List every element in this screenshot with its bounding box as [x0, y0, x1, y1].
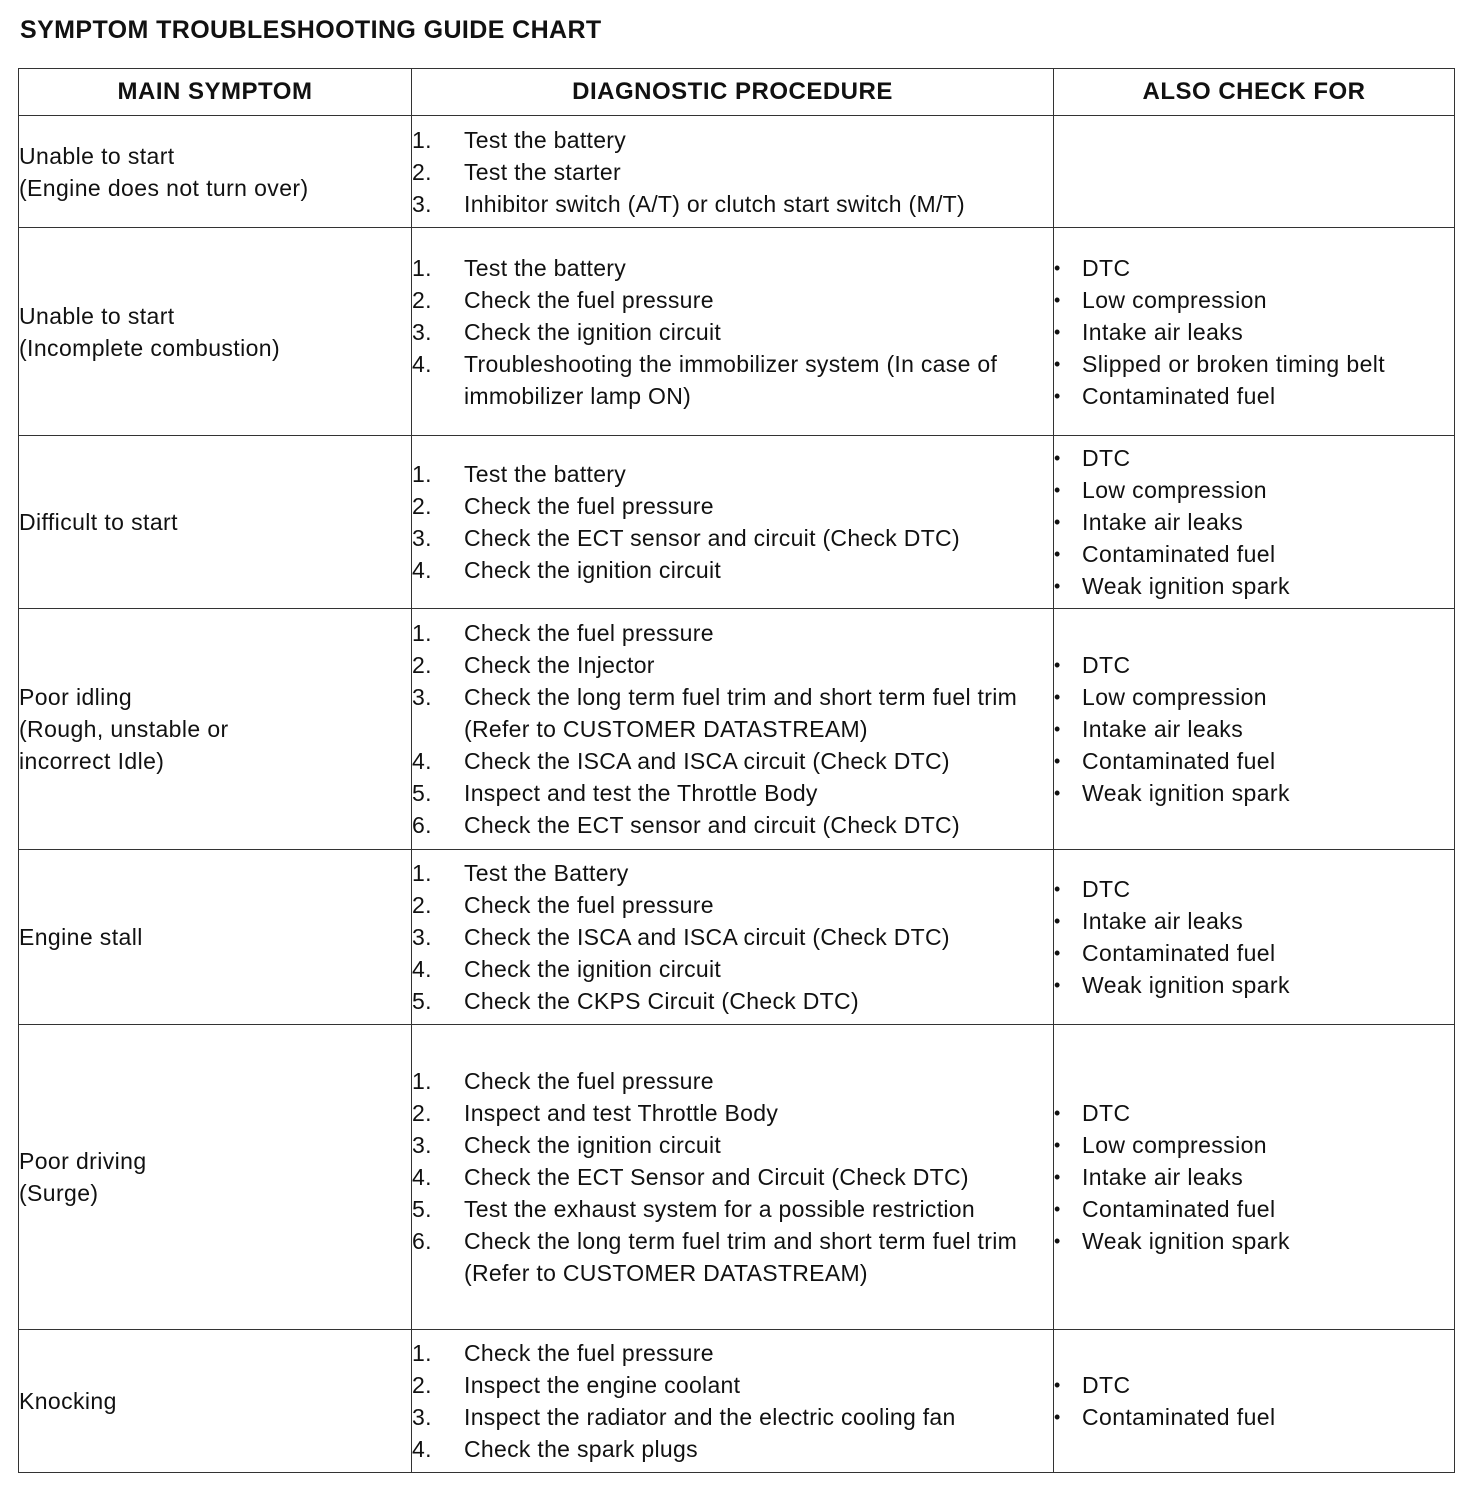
also-check-for-cell	[1054, 850, 1455, 1025]
also-check-for-cell	[1054, 116, 1455, 228]
also-check-text: DTC	[1082, 254, 1131, 281]
step-text: Check the ignition circuit	[464, 557, 722, 583]
procedure-step	[412, 617, 1053, 649]
step-number: 2.	[412, 1100, 432, 1126]
also-check-text: Weak ignition spark	[1082, 573, 1290, 599]
bullet-icon: •	[1054, 353, 1061, 374]
procedure-step	[412, 1433, 1053, 1465]
table-row	[19, 1025, 1455, 1330]
step-number: 2.	[412, 158, 432, 185]
bullet-icon: •	[1054, 480, 1061, 500]
also-check-item	[1054, 681, 1454, 713]
also-check-item	[1054, 1193, 1454, 1225]
bullet-icon: •	[1054, 1135, 1061, 1155]
step-text: Inspect the engine coolant	[464, 1372, 741, 1398]
procedure-step	[412, 458, 1053, 490]
step-text: Check the long term fuel trim and short term fuel trim (Refer to CUSTOMER DATASTREAM)	[464, 684, 1018, 742]
step-number: 4.	[412, 1436, 432, 1462]
procedure-step	[412, 1065, 1053, 1097]
step-text: Check the Injector	[464, 652, 655, 678]
also-check-item	[1054, 745, 1454, 777]
symptom-line: Knocking	[19, 1388, 117, 1414]
also-check-list	[1054, 649, 1454, 809]
step-number: 1.	[412, 860, 432, 886]
symptom-line: (Rough, unstable or	[19, 716, 229, 742]
step-number: 2.	[412, 1372, 432, 1398]
step-number: 3.	[412, 684, 432, 710]
step-text: Test the exhaust system for a possible restriction	[464, 1196, 975, 1222]
also-check-item	[1054, 713, 1454, 745]
step-text: Inspect and test the Throttle Body	[464, 780, 818, 806]
bullet-icon: •	[1054, 879, 1061, 899]
header-main-symptom: MAIN SYMPTOM	[19, 69, 412, 116]
diagnostic-procedure-cell	[412, 116, 1054, 228]
main-symptom-cell	[19, 228, 412, 436]
procedure-step	[412, 1369, 1053, 1401]
bullet-icon: •	[1054, 655, 1061, 675]
procedure-step	[412, 809, 1053, 841]
procedure-step	[412, 554, 1053, 586]
symptom-line: Difficult to start	[19, 509, 178, 535]
table-row	[19, 436, 1455, 609]
step-number: 5.	[412, 1196, 432, 1222]
step-text: Inspect the radiator and the electric cooling fan	[464, 1404, 956, 1430]
step-text: Check the fuel pressure	[464, 1068, 714, 1094]
step-number: 3.	[412, 924, 432, 950]
procedure-steps-list	[412, 458, 1053, 586]
step-number: 3.	[412, 525, 432, 551]
procedure-step	[412, 921, 1053, 953]
also-check-item	[1054, 1129, 1454, 1161]
bullet-icon: •	[1054, 783, 1061, 803]
bullet-icon: •	[1054, 512, 1061, 532]
page-title: SYMPTOM TROUBLESHOOTING GUIDE CHART	[20, 16, 602, 44]
also-check-text: Intake air leaks	[1082, 908, 1244, 934]
also-check-list	[1054, 1369, 1454, 1433]
also-check-for-cell	[1054, 1330, 1455, 1473]
step-number: 1.	[412, 461, 432, 487]
also-check-text: Contaminated fuel	[1082, 1196, 1276, 1222]
bullet-icon: •	[1054, 1375, 1061, 1395]
procedure-step	[412, 124, 1053, 156]
procedure-step	[412, 777, 1053, 809]
bullet-icon: •	[1054, 321, 1061, 342]
also-check-item	[1054, 284, 1454, 316]
step-number: 4.	[412, 956, 432, 982]
bullet-icon: •	[1054, 687, 1061, 707]
main-symptom-cell	[19, 116, 412, 228]
procedure-step	[412, 284, 1053, 316]
bullet-icon: •	[1054, 1103, 1061, 1123]
table-body	[19, 116, 1455, 1473]
also-check-item	[1054, 1401, 1454, 1433]
step-text: Check the fuel pressure	[464, 1340, 714, 1366]
also-check-text: Weak ignition spark	[1082, 972, 1290, 998]
also-check-for-cell	[1054, 228, 1455, 436]
step-number: 1.	[412, 254, 432, 281]
step-text: Check the ECT sensor and circuit (Check DTC)	[464, 812, 960, 838]
also-check-for-cell	[1054, 436, 1455, 609]
also-check-text: DTC	[1082, 652, 1131, 678]
symptom-line: (Incomplete combustion)	[19, 334, 281, 361]
procedure-step	[412, 1193, 1053, 1225]
also-check-for-cell	[1054, 609, 1455, 850]
also-check-item	[1054, 380, 1454, 412]
also-check-list	[1054, 1097, 1454, 1257]
also-check-text: Low compression	[1082, 1132, 1267, 1158]
table-header-row	[19, 69, 1455, 116]
step-text: Inspect and test Throttle Body	[464, 1100, 779, 1126]
step-text: Test the battery	[464, 254, 627, 281]
step-text: Check the fuel pressure	[464, 620, 714, 646]
also-check-item	[1054, 316, 1454, 348]
step-text: Troubleshooting the immobilizer system (In case of immobilizer lamp ON)	[464, 350, 998, 409]
also-check-item	[1054, 1225, 1454, 1257]
procedure-step	[412, 857, 1053, 889]
procedure-step	[412, 649, 1053, 681]
procedure-step	[412, 1097, 1053, 1129]
bullet-icon: •	[1054, 385, 1061, 406]
procedure-steps-list	[412, 252, 1053, 412]
also-check-text: DTC	[1082, 876, 1131, 902]
procedure-step	[412, 188, 1053, 220]
also-check-item	[1054, 442, 1454, 474]
procedure-step	[412, 252, 1053, 284]
table-row	[19, 116, 1455, 228]
step-number: 4.	[412, 557, 432, 583]
also-check-text: Weak ignition spark	[1082, 780, 1290, 806]
also-check-list	[1054, 252, 1454, 412]
step-text: Check the ignition circuit	[464, 1132, 722, 1158]
also-check-text: Weak ignition spark	[1082, 1228, 1290, 1254]
step-number: 4.	[412, 1164, 432, 1190]
symptom-line: (Surge)	[19, 1180, 99, 1206]
also-check-item	[1054, 969, 1454, 1001]
bullet-icon: •	[1054, 719, 1061, 739]
troubleshooting-table	[18, 68, 1455, 1473]
step-text: Check the ISCA and ISCA circuit (Check DTC)	[464, 924, 950, 950]
step-number: 1.	[412, 620, 432, 646]
table-row	[19, 609, 1455, 850]
diagnostic-procedure-cell	[412, 1025, 1054, 1330]
main-symptom-cell	[19, 1330, 412, 1473]
step-number: 2.	[412, 652, 432, 678]
also-check-item	[1054, 1097, 1454, 1129]
also-check-text: Low compression	[1082, 286, 1267, 313]
step-number: 4.	[412, 350, 432, 377]
symptom-line: Unable to start	[19, 142, 175, 169]
also-check-item	[1054, 506, 1454, 538]
symptom-line: incorrect Idle)	[19, 748, 165, 774]
step-text: Check the ECT Sensor and Circuit (Check DTC)	[464, 1164, 969, 1190]
also-check-text: Low compression	[1082, 684, 1267, 710]
step-number: 1.	[412, 1068, 432, 1094]
procedure-steps-list	[412, 1065, 1053, 1289]
also-check-item	[1054, 252, 1454, 284]
also-check-item	[1054, 348, 1454, 380]
procedure-steps-list	[412, 617, 1053, 841]
step-number: 5.	[412, 988, 432, 1014]
step-text: Test the Battery	[464, 860, 629, 886]
also-check-list	[1054, 873, 1454, 1001]
step-text: Test the battery	[464, 126, 627, 153]
step-number: 6.	[412, 812, 432, 838]
step-text: Check the ignition circuit	[464, 318, 722, 345]
symptom-line: Unable to start	[19, 302, 175, 329]
bullet-icon: •	[1054, 1167, 1061, 1187]
also-check-item	[1054, 538, 1454, 570]
also-check-text: Intake air leaks	[1082, 1164, 1244, 1190]
also-check-text: Intake air leaks	[1082, 318, 1244, 345]
bullet-icon: •	[1054, 975, 1061, 995]
also-check-text: Contaminated fuel	[1082, 1404, 1276, 1430]
step-number: 3.	[412, 318, 432, 345]
also-check-item	[1054, 649, 1454, 681]
step-number: 6.	[412, 1228, 432, 1254]
procedure-step	[412, 348, 1053, 412]
bullet-icon: •	[1054, 289, 1061, 310]
step-number: 2.	[412, 493, 432, 519]
step-text: Check the fuel pressure	[464, 493, 714, 519]
also-check-text: DTC	[1082, 1100, 1131, 1126]
table-row	[19, 228, 1455, 436]
bullet-icon: •	[1054, 576, 1061, 596]
also-check-item	[1054, 570, 1454, 602]
also-check-text: Low compression	[1082, 477, 1267, 503]
also-check-text: DTC	[1082, 445, 1131, 471]
main-symptom-cell	[19, 1025, 412, 1330]
step-text: Check the ISCA and ISCA circuit (Check DTC)	[464, 748, 950, 774]
step-number: 2.	[412, 892, 432, 918]
bullet-icon: •	[1054, 448, 1061, 468]
procedure-steps-list	[412, 124, 1053, 220]
bullet-icon: •	[1054, 1231, 1061, 1251]
also-check-text: Contaminated fuel	[1082, 940, 1276, 966]
also-check-text: Slipped or broken timing belt	[1082, 350, 1386, 377]
bullet-icon: •	[1054, 1407, 1061, 1427]
also-check-text: Contaminated fuel	[1082, 541, 1276, 567]
bullet-icon: •	[1054, 943, 1061, 963]
procedure-step	[412, 1161, 1053, 1193]
procedure-step	[412, 1225, 1053, 1289]
symptom-line: Engine stall	[19, 924, 143, 950]
also-check-text: Contaminated fuel	[1082, 748, 1276, 774]
also-check-item	[1054, 1369, 1454, 1401]
procedure-step	[412, 745, 1053, 777]
also-check-text: Contaminated fuel	[1082, 382, 1276, 409]
symptom-line: Poor driving	[19, 1148, 147, 1174]
procedure-step	[412, 522, 1053, 554]
also-check-item	[1054, 474, 1454, 506]
also-check-list	[1054, 442, 1454, 602]
main-symptom-cell	[19, 436, 412, 609]
procedure-step	[412, 1401, 1053, 1433]
step-text: Check the fuel pressure	[464, 892, 714, 918]
procedure-step	[412, 681, 1053, 745]
step-text: Test the starter	[464, 158, 621, 185]
procedure-step	[412, 953, 1053, 985]
step-text: Check the ECT sensor and circuit (Check DTC)	[464, 525, 960, 551]
step-number: 1.	[412, 126, 432, 153]
main-symptom-cell	[19, 609, 412, 850]
also-check-text: Intake air leaks	[1082, 716, 1244, 742]
step-number: 1.	[412, 1340, 432, 1366]
procedure-step	[412, 985, 1053, 1017]
procedure-step	[412, 889, 1053, 921]
diagnostic-procedure-cell	[412, 228, 1054, 436]
procedure-step	[412, 1129, 1053, 1161]
also-check-item	[1054, 905, 1454, 937]
bullet-icon: •	[1054, 751, 1061, 771]
also-check-item	[1054, 937, 1454, 969]
bullet-icon: •	[1054, 1199, 1061, 1219]
bullet-icon: •	[1054, 911, 1061, 931]
diagnostic-procedure-cell	[412, 1330, 1054, 1473]
procedure-steps-list	[412, 857, 1053, 1017]
step-text: Check the fuel pressure	[464, 286, 714, 313]
also-check-for-cell	[1054, 1025, 1455, 1330]
procedure-steps-list	[412, 1337, 1053, 1465]
bullet-icon: •	[1054, 257, 1061, 278]
bullet-icon: •	[1054, 544, 1061, 564]
table-row	[19, 1330, 1455, 1473]
also-check-text: DTC	[1082, 1372, 1131, 1398]
diagnostic-procedure-cell	[412, 850, 1054, 1025]
also-check-item	[1054, 873, 1454, 905]
step-text: Check the long term fuel trim and short term fuel trim (Refer to CUSTOMER DATASTREAM)	[464, 1228, 1018, 1286]
main-symptom-cell	[19, 850, 412, 1025]
table-row	[19, 850, 1455, 1025]
step-text: Check the spark plugs	[464, 1436, 698, 1462]
step-number: 3.	[412, 190, 432, 217]
symptom-line: Poor idling	[19, 684, 133, 710]
symptom-line: (Engine does not turn over)	[19, 174, 309, 201]
step-text: Check the CKPS Circuit (Check DTC)	[464, 988, 859, 1014]
also-check-item	[1054, 1161, 1454, 1193]
also-check-text: Intake air leaks	[1082, 509, 1244, 535]
step-text: Inhibitor switch (A/T) or clutch start switch (M/T)	[464, 190, 965, 217]
procedure-step	[412, 316, 1053, 348]
step-text: Test the battery	[464, 461, 627, 487]
procedure-step	[412, 156, 1053, 188]
also-check-item	[1054, 777, 1454, 809]
step-number: 5.	[412, 780, 432, 806]
step-number: 2.	[412, 286, 432, 313]
step-number: 3.	[412, 1132, 432, 1158]
header-diagnostic-procedure: DIAGNOSTIC PROCEDURE	[412, 69, 1054, 116]
step-number: 3.	[412, 1404, 432, 1430]
procedure-step	[412, 490, 1053, 522]
header-also-check-for: ALSO CHECK FOR	[1054, 69, 1455, 116]
step-number: 4.	[412, 748, 432, 774]
diagnostic-procedure-cell	[412, 436, 1054, 609]
step-text: Check the ignition circuit	[464, 956, 722, 982]
procedure-step	[412, 1337, 1053, 1369]
diagnostic-procedure-cell	[412, 609, 1054, 850]
